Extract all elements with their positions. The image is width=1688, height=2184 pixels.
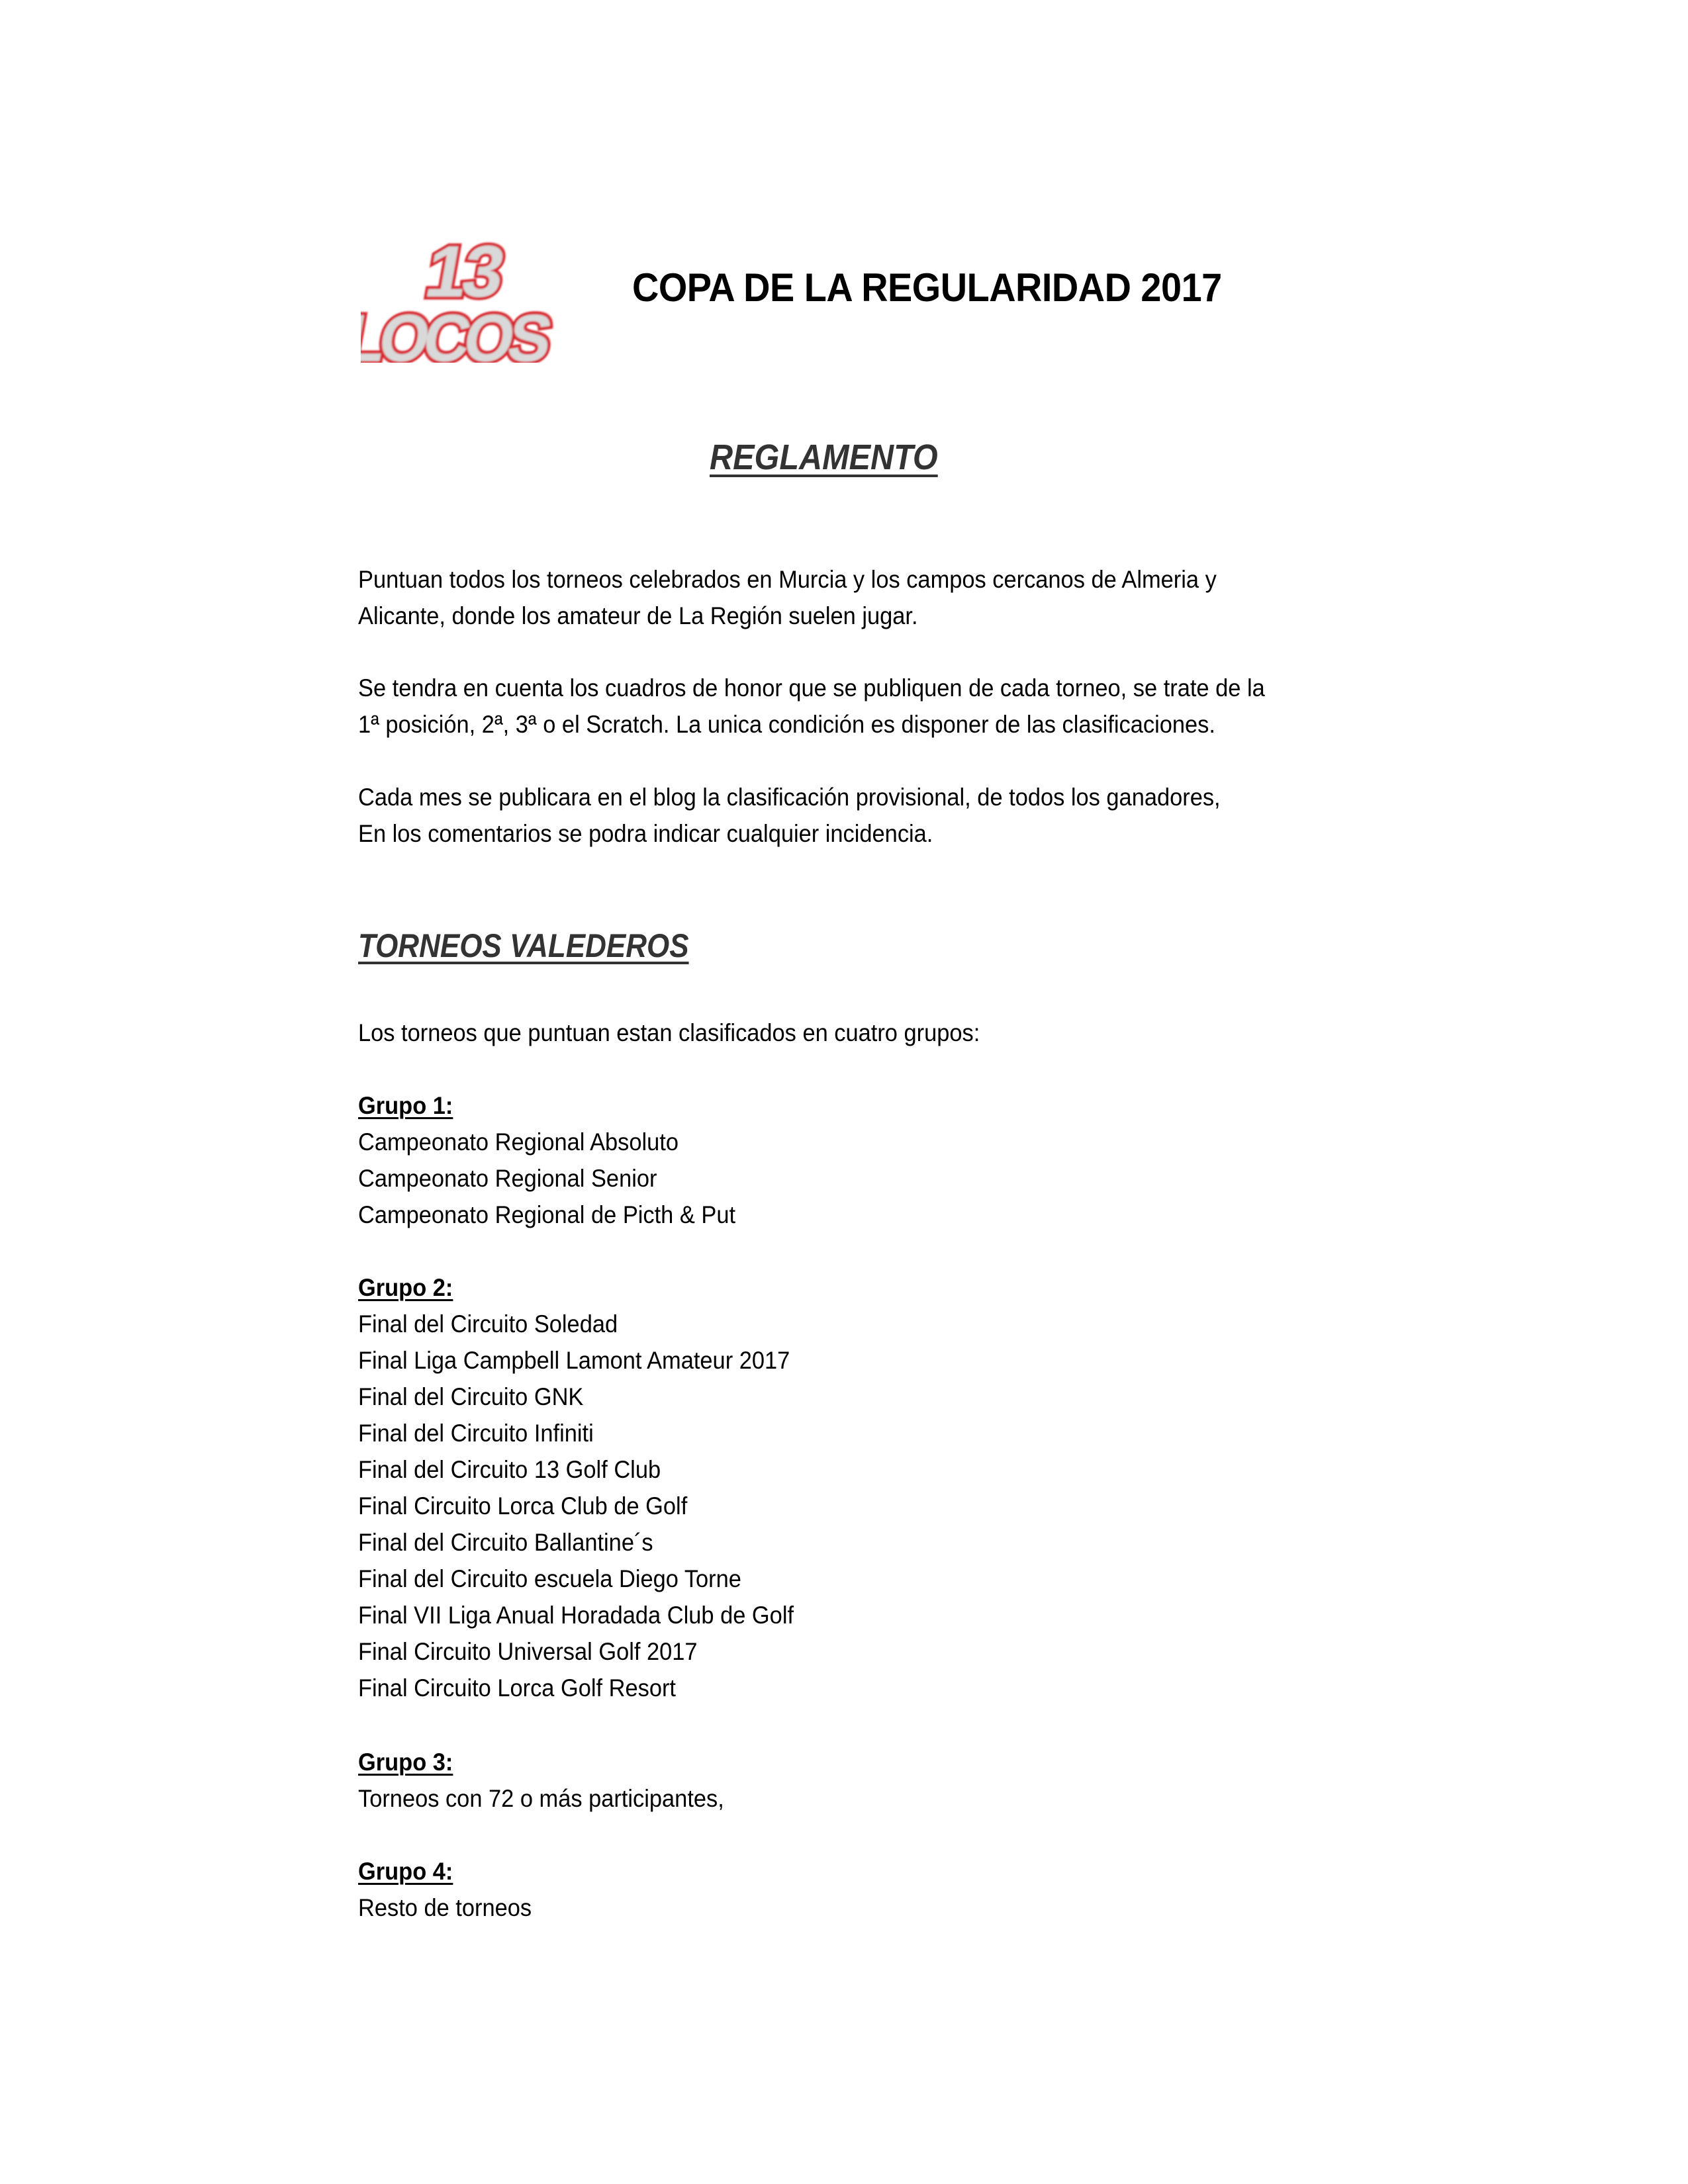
group-3 [358,1744,724,1817]
paragraph-line: Cada mes se publicara en el blog la clasificación provisional, de todos los ganadores, [358,784,1221,811]
group-item: Final Circuito Lorca Golf Resort [358,1674,676,1702]
group-item: Campeonato Regional de Picth & Put [358,1201,736,1228]
reglamento-heading: REGLAMENTO [710,437,938,477]
paragraph-line: Se tendra en cuenta los cuadros de honor que se publiquen de cada torneo, se trate de la [358,674,1265,702]
group-item: Final del Circuito GNK [358,1383,584,1410]
group-item: Final Circuito Lorca Club de Golf [358,1492,688,1520]
group-item: Final del Circuito 13 Golf Club [358,1456,661,1483]
group-2 [358,1269,794,1706]
group-item: Campeonato Regional Absoluto [358,1128,679,1156]
group-item: Final del Circuito Infiniti [358,1420,594,1447]
group-label: Grupo 1: [358,1092,453,1119]
paragraph-line: 1ª posición, 2ª, 3ª o el Scratch. La unica condición es disponer de las clasificaciones. [358,711,1215,738]
paragraph-scoring-scope [358,561,1217,634]
paragraph-honor-boards [358,670,1265,743]
group-item: Final Circuito Universal Golf 2017 [358,1638,698,1665]
document-title: COPA DE LA REGULARIDAD 2017 [632,265,1222,310]
paragraph-line: En los comentarios se podra indicar cualquier incidencia. [358,820,933,847]
group-item: Final Liga Campbell Lamont Amateur 2017 [358,1347,790,1374]
group-label: Grupo 4: [358,1858,453,1885]
torneos-valederos-heading: TORNEOS VALEDEROS [358,927,689,964]
svg-text:LOCOS: LOCOS [361,300,553,363]
paragraph-monthly-publication [358,779,1221,852]
13-locos-logo-icon [361,230,559,363]
svg-text:13: 13 [419,231,507,312]
group-label: Grupo 3: [358,1749,453,1776]
group-item: Torneos con 72 o más participantes, [358,1785,724,1812]
group-item: Final del Circuito Ballantine´s [358,1529,653,1556]
groups-intro: Los torneos que puntuan estan clasificados en cuatro grupos: [358,1019,980,1046]
group-item: Campeonato Regional Senior [358,1165,657,1192]
paragraph-line: Alicante, donde los amateur de La Región suelen jugar. [358,602,918,629]
group-item: Final del Circuito escuela Diego Torne [358,1565,741,1592]
group-item: Resto de torneos [358,1894,532,1921]
group-1 [358,1087,735,1233]
group-4 [358,1853,532,1926]
paragraph-line: Puntuan todos los torneos celebrados en Murcia y los campos cercanos de Almeria y [358,566,1217,593]
group-label: Grupo 2: [358,1274,453,1301]
group-item: Final VII Liga Anual Horadada Club de Golf [358,1602,794,1629]
group-item: Final del Circuito Soledad [358,1310,618,1338]
